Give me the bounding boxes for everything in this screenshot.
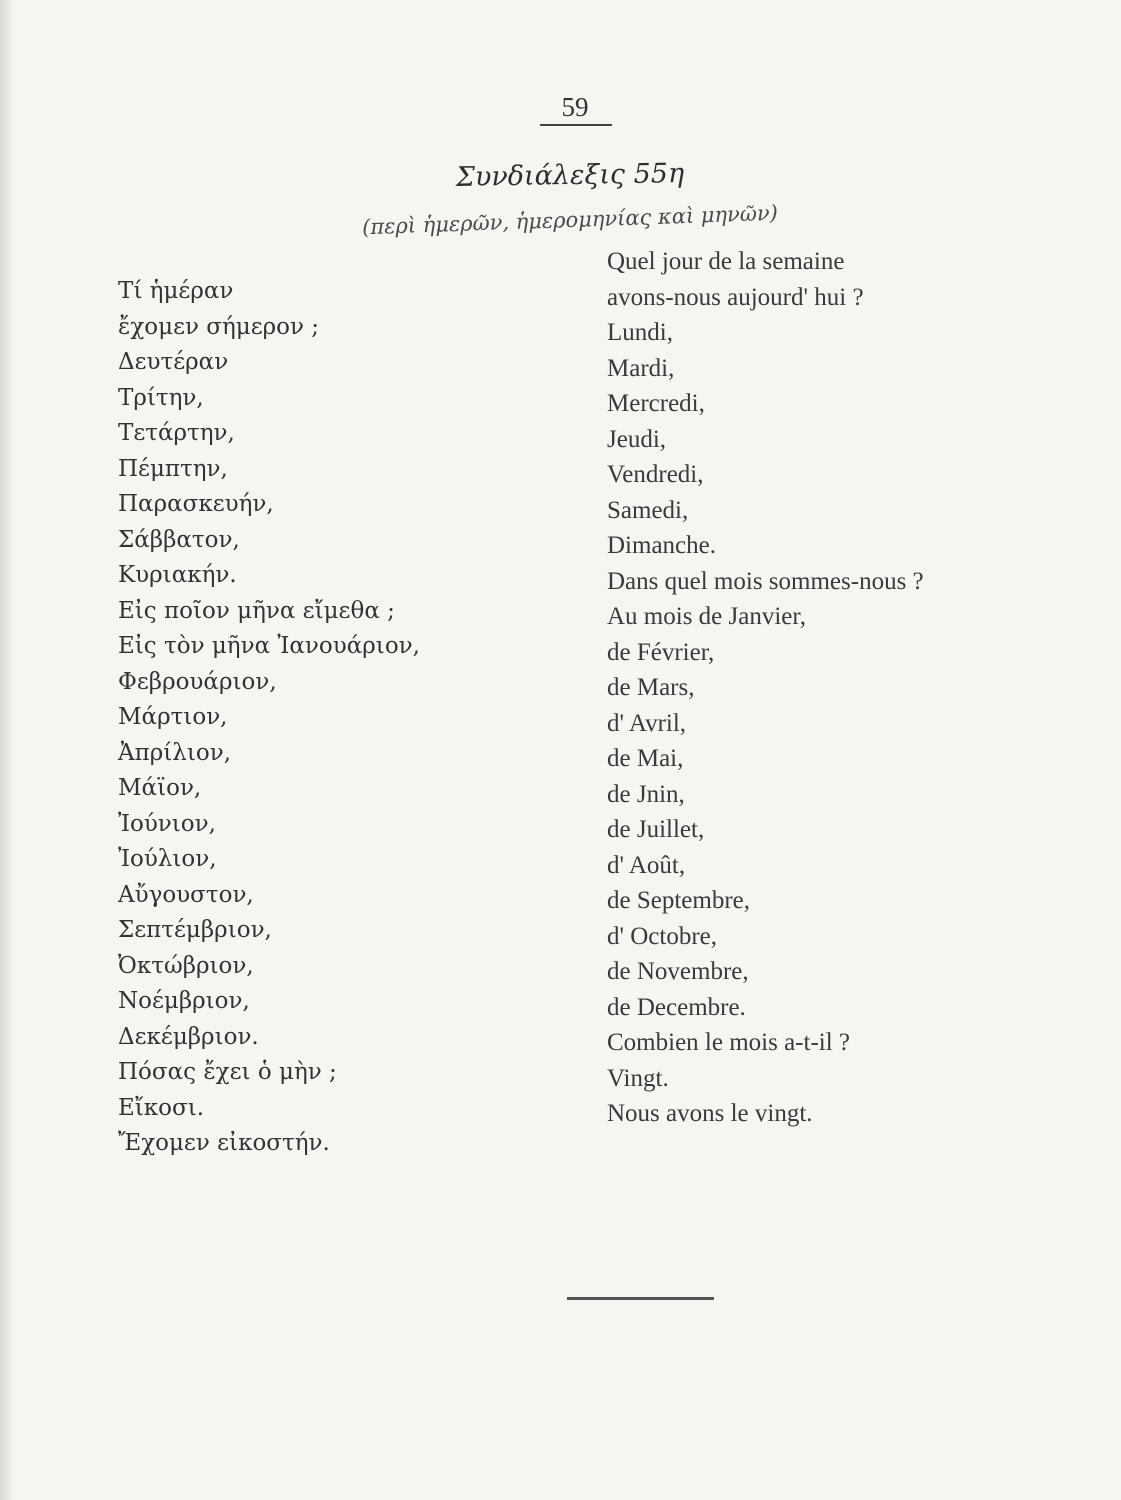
greek-line: Τί ἡμέραν: [118, 278, 234, 304]
greek-line: Δευτέραν: [118, 349, 229, 375]
end-rule: [567, 1297, 714, 1300]
greek-line: Τετάρτην,: [118, 420, 235, 446]
greek-line: Μάρτιον,: [118, 704, 228, 730]
greek-line: Τρίτην,: [118, 384, 204, 411]
greek-line: Κυριακήν.: [118, 562, 237, 588]
french-line: Quel jour de la semaine: [607, 248, 845, 275]
french-column: [607, 244, 1087, 1132]
page-number-rule: [540, 124, 612, 126]
french-line: Dimanche.: [607, 532, 716, 559]
french-line: Mardi,: [607, 354, 675, 382]
french-line: d' Octobre,: [607, 922, 718, 950]
greek-line: Σάββατον,: [118, 526, 240, 553]
greek-line: Μάϊον,: [118, 775, 202, 801]
greek-column: [118, 274, 518, 1162]
page-edge: [0, 0, 14, 1500]
french-line: de Mai,: [607, 745, 684, 772]
french-line: de Decembre.: [607, 993, 746, 1021]
greek-line: Αὔγουστον,: [118, 881, 254, 908]
greek-line: Φεβρουάριον,: [118, 668, 277, 695]
french-line: d' Août,: [607, 851, 686, 879]
french-line: de Juillet,: [607, 816, 705, 843]
dialogue-title: Συνδιάλεξις 55η: [455, 158, 685, 193]
greek-line: Νοέμβριον,: [118, 988, 250, 1014]
french-line: Au mois de Janvier,: [607, 603, 806, 630]
dialogue-subtitle: (περὶ ἡμερῶν, ἡμερομηνίας καὶ μηνῶν): [361, 200, 779, 240]
french-line: Combien le mois a-t-il ?: [607, 1029, 851, 1056]
french-line: Lundi,: [607, 319, 673, 346]
french-line: Nous avons le vingt.: [607, 1100, 813, 1127]
french-line: d' Avril,: [607, 709, 687, 737]
french-line: de Février,: [607, 638, 715, 666]
greek-line: Ἀπρίλιον,: [118, 739, 232, 766]
french-line: Samedi,: [607, 496, 689, 524]
greek-line: Πόσας ἔχει ὁ μὴν ;: [118, 1059, 337, 1085]
greek-line: Δεκέμβριον.: [118, 1023, 259, 1050]
french-line: Mercredi,: [607, 390, 705, 417]
greek-line: Παρασκευήν,: [118, 491, 274, 517]
greek-line: Εἰς ποῖον μῆνα εἴμεθα ;: [118, 597, 395, 624]
french-line: Vendredi,: [607, 461, 704, 488]
french-line: Jeudi,: [607, 425, 667, 453]
greek-line: Ἰούνιον,: [118, 810, 216, 837]
greek-line: Ἔχομεν εἰκοστήν.: [118, 1130, 330, 1156]
french-line: de Jnin,: [607, 780, 685, 808]
greek-line: Εἰς τὸν μῆνα Ἰανουάριον,: [118, 633, 420, 659]
french-line: de Mars,: [607, 674, 695, 701]
french-line: de Novembre,: [607, 958, 749, 985]
greek-line: Ὀκτώβριον,: [118, 952, 254, 979]
french-line: de Septembre,: [607, 887, 751, 914]
greek-line: Σεπτέμβριον,: [118, 917, 272, 943]
greek-line: ἔχομεν σήμερον ;: [118, 313, 320, 340]
french-line: Vingt.: [607, 1064, 669, 1092]
french-line: Dans quel mois sommes-nous ?: [607, 567, 924, 595]
greek-line: Ἰούλιον,: [118, 846, 217, 872]
french-line: avons-nous aujourd' hui ?: [607, 283, 864, 311]
page-number: 59: [561, 92, 589, 122]
greek-line: Εἴκοσι.: [118, 1094, 205, 1121]
greek-line: Πέμπτην,: [118, 455, 228, 482]
